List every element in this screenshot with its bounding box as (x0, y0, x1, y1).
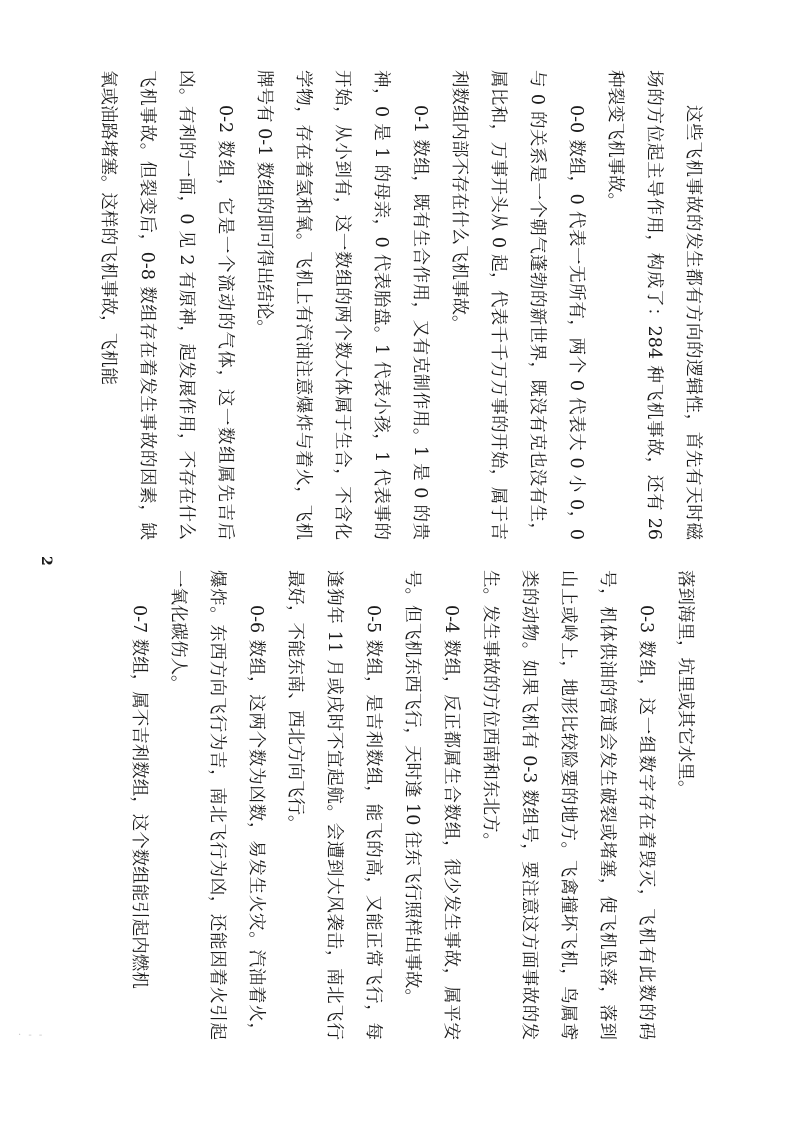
paragraph-0-1: 0-1 数组，既有生合作用，又有克制作用。1 是 0 的贵神，0 是 1 的母亲，0 代表胎盘。1 代表小孩，1 代表事的开始，从小到有，这一数组的两个数大体属于生合，不含化学物，存在着氢和氧。飞机上有汽油注意爆炸与着火，飞机牌号有 0-1 数组的即可得出结论。 (254, 70, 430, 540)
paragraph-0-6: 0-6 数组，这两个数为凶数，易发生火灾。汽油着火，爆炸。东西方向飞行为吉，南北飞行为凶，还能因着火引起一氧化碳伤人。 (168, 570, 266, 1040)
paragraph-intro: 这些飞机事故的发生都有方向的逻辑性，首先有天时磁场的方位起主导作用，构成了：284 种飞机事故，还有 26 种裂变飞机事故。 (605, 70, 703, 540)
paragraph-0-4: 0-4 数组，反正都属生合数组，很少发生事故，属平安号。但飞机东西飞行，天时逢 10 往东飞行照样出事故。 (402, 570, 461, 1040)
paragraph-0-0: 0-0 数组，0 代表一无所有，两个 0 代表大 0 小 0，0 与 0 的关系是一个朝气蓬勃的新世界，既没有克也没有生，属比和，万事开头从 0 起，代表千千万万事的开始，属于吉利数组内部不存在什么飞机事故。 (449, 70, 586, 540)
paragraph-continuation: 落到海里，坑里或其它水里。 (675, 570, 695, 798)
paragraph-0-3: 0-3 数组，这一组数字存在着毁灭，飞机有此数的码号，机体供油的管道会发生破裂或堵塞，使飞机坠落，落到山上或岭上，地形比较险要的地方。飞禽撞坏飞机，鸟属鸢类的动物。如果飞机有 0-3 数组号，要注意这方面事故的发生。发生事故的方位西南和东北方。 (480, 570, 656, 1040)
paragraph-0-7: 0-7 数组，属不吉利数组，这个数组能引起内燃机 (129, 605, 149, 989)
paragraph-0-2: 0-2 数组，它是一个流动的气体，这一数组属先吉后凶。有利的一面，0 见 2 有原神，起发展作用，不存在什么飞机事故。但裂变后，0-8 数组存在着发生事故的因素，缺氧或油路堵塞。这样的飞机事故，飞机能 (98, 70, 235, 540)
page-number: 2 (38, 556, 54, 566)
left-column (0, 70, 792, 540)
paragraph-0-5: 0-5 数组，是吉利数组，能飞的高，又能正常飞行，每逢狗年 11 月或戌时不宜起航。会遭到大风袭击，南北飞行最好，不能东南、西北方向飞行。 (285, 570, 383, 1040)
scan-artifact: · - - (18, 1030, 45, 1041)
right-column (0, 570, 792, 1040)
